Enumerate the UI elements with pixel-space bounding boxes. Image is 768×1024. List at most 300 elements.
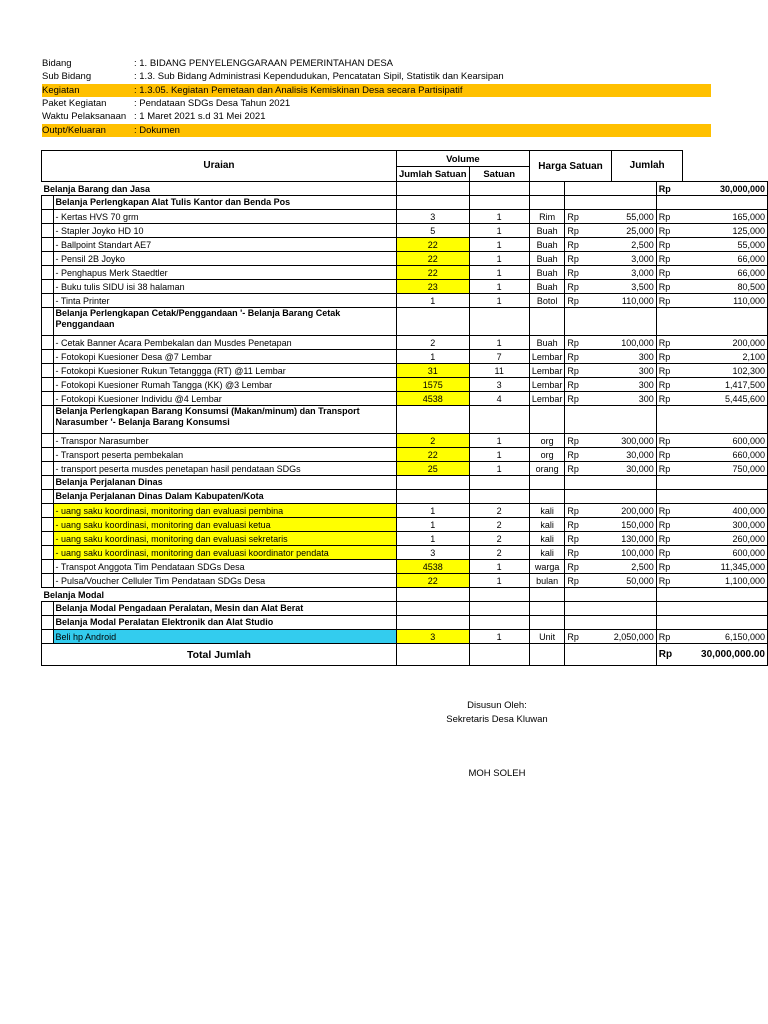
table-row (42, 252, 768, 266)
price-value: 300,000 (612, 434, 657, 448)
unit-value: bulan (529, 574, 565, 588)
meta-value: : 1.3.05. Kegiatan Pemetaan dan Analisis Kemiskinan Desa secara Partisipatif (134, 85, 463, 96)
indent-cell (42, 378, 54, 392)
unit-count-value: 1 (469, 630, 529, 644)
currency-label: Rp (656, 462, 682, 476)
total-label: Total Jumlah (42, 644, 397, 666)
price-value: 300 (612, 378, 657, 392)
item-label: - Transpot Anggota Tim Pendataan SDGs Desa (53, 560, 396, 574)
quantity-value: 1575 (396, 378, 469, 392)
section-label: Belanja Perjalanan Dinas (53, 476, 396, 490)
currency-label: Rp (565, 336, 612, 350)
currency-label: Rp (656, 518, 682, 532)
table-row (42, 308, 768, 336)
table-row (42, 588, 768, 602)
empty-cell (529, 406, 565, 434)
currency-label: Rp (656, 378, 682, 392)
price-value: 2,500 (612, 560, 657, 574)
amount-value: 102,300 (683, 364, 768, 378)
unit-count-value: 1 (469, 280, 529, 294)
header-jumlah-satuan: Jumlah Satuan (396, 167, 469, 182)
unit-value: org (529, 448, 565, 462)
currency-label: Rp (656, 448, 682, 462)
empty-cell (612, 406, 657, 434)
currency-label: Rp (565, 378, 612, 392)
amount-value: 260,000 (683, 532, 768, 546)
amount-value: 600,000 (683, 434, 768, 448)
price-value: 2,050,000 (612, 630, 657, 644)
currency-label: Rp (656, 238, 682, 252)
empty-cell (656, 490, 682, 504)
empty-cell (565, 588, 612, 602)
unit-count-value: 1 (469, 294, 529, 308)
price-value: 30,000 (612, 462, 657, 476)
amount-value: 125,000 (683, 224, 768, 238)
amount-value: 80,500 (683, 280, 768, 294)
item-label: - Kertas HVS 70 grm (53, 210, 396, 224)
unit-count-value: 1 (469, 560, 529, 574)
table-row (42, 350, 768, 364)
unit-value: Buah (529, 252, 565, 266)
price-value: 100,000 (612, 336, 657, 350)
quantity-value: 22 (396, 266, 469, 280)
table-row (42, 574, 768, 588)
indent-cell (42, 616, 54, 630)
currency-label: Rp (656, 392, 682, 406)
empty-cell (565, 182, 612, 196)
indent-cell (42, 280, 54, 294)
amount-value (683, 588, 768, 602)
quantity-value: 4538 (396, 560, 469, 574)
empty-cell (396, 602, 469, 616)
unit-value: Buah (529, 266, 565, 280)
meta-value: : 1.3. Sub Bidang Administrasi Kependudukan, Pencatatan Sipil, Statistik dan Kearsipan (134, 71, 504, 82)
currency-label: Rp (656, 560, 682, 574)
indent-cell (42, 364, 54, 378)
quantity-value: 1 (396, 294, 469, 308)
currency-label: Rp (565, 210, 612, 224)
table-row (42, 336, 768, 350)
empty-cell (612, 476, 657, 490)
empty-cell (683, 602, 768, 616)
empty-cell (529, 182, 565, 196)
quantity-value: 22 (396, 238, 469, 252)
empty-cell (565, 196, 612, 210)
header-satuan: Satuan (469, 167, 529, 182)
table-row (42, 462, 768, 476)
quantity-value: 3 (396, 630, 469, 644)
unit-count-value: 1 (469, 252, 529, 266)
empty-cell (656, 406, 682, 434)
currency-label: Rp (656, 434, 682, 448)
empty-cell (565, 308, 612, 336)
indent-cell (42, 504, 54, 518)
empty-cell (469, 602, 529, 616)
item-label: - Penghapus Merk Staedtler (53, 266, 396, 280)
signer-name: MOH SOLEH (468, 768, 526, 779)
empty-cell (529, 196, 565, 210)
empty-cell (469, 308, 529, 336)
currency-label: Rp (565, 252, 612, 266)
quantity-value: 2 (396, 434, 469, 448)
unit-value: Lembar (529, 392, 565, 406)
empty-cell (469, 616, 529, 630)
table-row (42, 616, 768, 630)
table-row (42, 560, 768, 574)
table-row (42, 532, 768, 546)
indent-cell (42, 518, 54, 532)
unit-count-value: 1 (469, 238, 529, 252)
quantity-value: 1 (396, 532, 469, 546)
indent-cell (42, 476, 54, 490)
item-label: - Fotokopi Kuesioner Rumah Tangga (KK) @3 Lembar (53, 378, 396, 392)
item-label: - uang saku koordinasi, monitoring dan evaluasi koordinator pendata (53, 546, 396, 560)
currency-label: Rp (656, 266, 682, 280)
empty-cell (529, 616, 565, 630)
quantity-value: 23 (396, 280, 469, 294)
meta-value: : Pendataan SDGs Desa Tahun 2021 (134, 98, 291, 109)
empty-cell (612, 588, 657, 602)
empty-cell (396, 616, 469, 630)
item-label: - Tinta Printer (53, 294, 396, 308)
header-jumlah: Jumlah (612, 151, 683, 182)
currency-label: Rp (565, 350, 612, 364)
section-label: Belanja Perlengkapan Alat Tulis Kantor dan Benda Pos (53, 196, 396, 210)
unit-count-value: 1 (469, 462, 529, 476)
amount-value: 660,000 (683, 448, 768, 462)
empty-cell (529, 602, 565, 616)
indent-cell (42, 224, 54, 238)
price-value: 2,500 (612, 238, 657, 252)
empty-cell (396, 476, 469, 490)
table-row (42, 224, 768, 238)
empty-cell (469, 490, 529, 504)
unit-count-value: 1 (469, 224, 529, 238)
indent-cell (42, 602, 54, 616)
currency-label: Rp (565, 532, 612, 546)
currency-label: Rp (565, 560, 612, 574)
amount-value: 66,000 (683, 266, 768, 280)
price-value: 50,000 (612, 574, 657, 588)
quantity-value: 25 (396, 462, 469, 476)
table-row (42, 602, 768, 616)
table-row (42, 266, 768, 280)
item-label: - Ballpoint Standart AE7 (53, 238, 396, 252)
meta-row (42, 97, 711, 110)
amount-value: 110,000 (683, 294, 768, 308)
table-row (42, 476, 768, 490)
indent-cell (42, 532, 54, 546)
price-value: 3,000 (612, 266, 657, 280)
empty-cell (656, 602, 682, 616)
empty-cell (469, 196, 529, 210)
currency-label: Rp (565, 224, 612, 238)
price-value: 30,000 (612, 448, 657, 462)
category-label: Belanja Barang dan Jasa (42, 182, 397, 196)
currency-label: Rp (656, 574, 682, 588)
unit-value: Rim (529, 210, 565, 224)
indent-cell (42, 434, 54, 448)
price-value: 300 (612, 364, 657, 378)
empty-cell (612, 196, 657, 210)
price-value: 3,000 (612, 252, 657, 266)
table-row (42, 518, 768, 532)
unit-count-value: 2 (469, 518, 529, 532)
currency-label: Rp (656, 336, 682, 350)
unit-value: warga (529, 560, 565, 574)
indent-cell (42, 238, 54, 252)
empty-cell (656, 196, 682, 210)
unit-count-value: 7 (469, 350, 529, 364)
unit-value: Buah (529, 280, 565, 294)
currency-label: Rp (656, 630, 682, 644)
empty-cell (565, 476, 612, 490)
currency-label: Rp (656, 224, 682, 238)
empty-cell (683, 406, 768, 434)
empty-cell (656, 308, 682, 336)
meta-row (42, 70, 711, 83)
header-harga-satuan: Harga Satuan (529, 151, 611, 182)
unit-value: Lembar (529, 364, 565, 378)
unit-count-value: 4 (469, 392, 529, 406)
currency-label: Rp (656, 280, 682, 294)
empty-cell (396, 196, 469, 210)
quantity-value: 22 (396, 574, 469, 588)
table-row (42, 504, 768, 518)
price-value: 300 (612, 350, 657, 364)
quantity-value: 22 (396, 448, 469, 462)
total-amount: 30,000,000.00 (683, 644, 768, 666)
table-row (42, 364, 768, 378)
table-row (42, 280, 768, 294)
item-label: - Stapler Joyko HD 10 (53, 224, 396, 238)
section-label: Belanja Perlengkapan Cetak/Penggandaan '- Belanja Barang Cetak Penggandaan (53, 308, 396, 336)
empty-cell (469, 644, 529, 666)
meta-row (42, 124, 711, 137)
empty-cell (612, 308, 657, 336)
header-volume: Volume (396, 151, 529, 167)
item-label: - Transport peserta pembekalan (53, 448, 396, 462)
item-label: - uang saku koordinasi, monitoring dan evaluasi pembina (53, 504, 396, 518)
empty-cell (396, 182, 469, 196)
currency-label: Rp (656, 350, 682, 364)
table-row (42, 182, 768, 196)
empty-cell (396, 308, 469, 336)
indent-cell (42, 560, 54, 574)
table-body (42, 182, 768, 666)
table-row (42, 490, 768, 504)
currency-label: Rp (565, 518, 612, 532)
empty-cell (656, 616, 682, 630)
signer-position: Sekretaris Desa Kluwan (446, 714, 548, 725)
empty-cell (396, 644, 469, 666)
amount-value: 400,000 (683, 504, 768, 518)
total-currency: Rp (656, 644, 682, 666)
budget-table (41, 150, 768, 666)
item-label: - Pensil 2B Joyko (53, 252, 396, 266)
item-label: - Buku tulis SIDU isi 38 halaman (53, 280, 396, 294)
price-value: 200,000 (612, 504, 657, 518)
prepared-by: Disusun Oleh: (467, 700, 527, 711)
amount-value: 165,000 (683, 210, 768, 224)
meta-key: Kegiatan (42, 85, 80, 96)
empty-cell (612, 616, 657, 630)
indent-cell (42, 630, 54, 644)
currency-label: Rp (565, 364, 612, 378)
meta-value: : Dokumen (134, 125, 180, 136)
unit-count-value: 2 (469, 532, 529, 546)
quantity-value: 31 (396, 364, 469, 378)
item-label: - Fotokopi Kuesioner Individu @4 Lembar (53, 392, 396, 406)
item-label: - Fotokopi Kuesioner Desa @7 Lembar (53, 350, 396, 364)
indent-cell (42, 266, 54, 280)
currency-label: Rp (565, 546, 612, 560)
quantity-value: 1 (396, 350, 469, 364)
empty-cell (565, 644, 612, 666)
empty-cell (565, 602, 612, 616)
unit-value: kali (529, 504, 565, 518)
unit-count-value: 1 (469, 574, 529, 588)
quantity-value: 5 (396, 224, 469, 238)
empty-cell (469, 182, 529, 196)
indent-cell (42, 252, 54, 266)
currency-label: Rp (565, 294, 612, 308)
meta-row (42, 57, 711, 70)
amount-value: 30,000,000 (683, 182, 768, 196)
item-label: - uang saku koordinasi, monitoring dan evaluasi ketua (53, 518, 396, 532)
amount-value: 2,100 (683, 350, 768, 364)
meta-key: Waktu Pelaksanaan (42, 111, 127, 122)
unit-value: kali (529, 518, 565, 532)
amount-value: 5,445,600 (683, 392, 768, 406)
table-row (42, 546, 768, 560)
currency-label: Rp (656, 210, 682, 224)
amount-value: 600,000 (683, 546, 768, 560)
meta-key: Outpt/Keluaran (42, 125, 106, 136)
unit-value: Lembar (529, 378, 565, 392)
meta-key: Bidang (42, 58, 72, 69)
quantity-value: 1 (396, 504, 469, 518)
currency-label: Rp (656, 364, 682, 378)
amount-value: 66,000 (683, 252, 768, 266)
amount-value: 300,000 (683, 518, 768, 532)
unit-value: Buah (529, 224, 565, 238)
table-row (42, 196, 768, 210)
currency-label: Rp (656, 546, 682, 560)
currency-label: Rp (565, 462, 612, 476)
section-label: Belanja Modal Pengadaan Peralatan, Mesin dan Alat Berat (53, 602, 396, 616)
indent-cell (42, 336, 54, 350)
unit-count-value: 11 (469, 364, 529, 378)
unit-value: Botol (529, 294, 565, 308)
amount-value: 11,345,000 (683, 560, 768, 574)
empty-cell (529, 644, 565, 666)
empty-cell (612, 182, 657, 196)
meta-row (42, 110, 711, 123)
amount-value: 1,100,000 (683, 574, 768, 588)
table-row (42, 406, 768, 434)
item-label: Beli hp Android (53, 630, 396, 644)
empty-cell (396, 406, 469, 434)
item-label: - Pulsa/Voucher Celluler Tim Pendataan SDGs Desa (53, 574, 396, 588)
indent-cell (42, 546, 54, 560)
price-value: 25,000 (612, 224, 657, 238)
currency-label: Rp (656, 532, 682, 546)
empty-cell (656, 476, 682, 490)
indent-cell (42, 308, 54, 336)
unit-value: kali (529, 546, 565, 560)
empty-cell (683, 490, 768, 504)
amount-value: 750,000 (683, 462, 768, 476)
indent-cell (42, 406, 54, 434)
quantity-value: 3 (396, 210, 469, 224)
unit-value: orang (529, 462, 565, 476)
empty-cell (469, 476, 529, 490)
quantity-value: 4538 (396, 392, 469, 406)
price-value: 110,000 (612, 294, 657, 308)
item-label: - Fotokopi Kuesioner Rukun Tetanggga (RT) @11 Lembar (53, 364, 396, 378)
currency-label: Rp (565, 630, 612, 644)
quantity-value: 2 (396, 336, 469, 350)
indent-cell (42, 392, 54, 406)
empty-cell (529, 476, 565, 490)
empty-cell (683, 308, 768, 336)
price-value: 55,000 (612, 210, 657, 224)
table-row (42, 630, 768, 644)
empty-cell (469, 588, 529, 602)
table-row (42, 392, 768, 406)
empty-cell (529, 588, 565, 602)
table-row (42, 238, 768, 252)
unit-value: Lembar (529, 350, 565, 364)
currency-label: Rp (565, 392, 612, 406)
amount-value: 55,000 (683, 238, 768, 252)
meta-row (42, 84, 711, 97)
section-label: Belanja Modal Peralatan Elektronik dan Alat Studio (53, 616, 396, 630)
meta-key: Paket Kegiatan (42, 98, 107, 109)
indent-cell (42, 490, 54, 504)
amount-value: 200,000 (683, 336, 768, 350)
meta-key: Sub Bidang (42, 71, 92, 82)
table-row (42, 378, 768, 392)
price-value: 150,000 (612, 518, 657, 532)
item-label: - uang saku koordinasi, monitoring dan evaluasi sekretaris (53, 532, 396, 546)
header-uraian: Uraian (42, 151, 397, 182)
currency-label: Rp (565, 266, 612, 280)
price-value: 100,000 (612, 546, 657, 560)
item-label: - transport peserta musdes penetapan hasil pendataan SDGs (53, 462, 396, 476)
section-label: Belanja Perjalanan Dinas Dalam Kabupaten/Kota (53, 490, 396, 504)
currency-label: Rp (565, 504, 612, 518)
unit-count-value: 1 (469, 434, 529, 448)
empty-cell (565, 406, 612, 434)
unit-count-value: 1 (469, 210, 529, 224)
unit-value: Buah (529, 238, 565, 252)
meta-value: : 1 Maret 2021 s.d 31 Mei 2021 (134, 111, 266, 122)
empty-cell (683, 196, 768, 210)
unit-count-value: 2 (469, 504, 529, 518)
item-label: - Transpor Narasumber (53, 434, 396, 448)
indent-cell (42, 210, 54, 224)
indent-cell (42, 462, 54, 476)
unit-count-value: 1 (469, 448, 529, 462)
currency-label: Rp (565, 434, 612, 448)
empty-cell (469, 406, 529, 434)
indent-cell (42, 294, 54, 308)
price-value: 300 (612, 392, 657, 406)
unit-value: org (529, 434, 565, 448)
category-label: Belanja Modal (42, 588, 397, 602)
